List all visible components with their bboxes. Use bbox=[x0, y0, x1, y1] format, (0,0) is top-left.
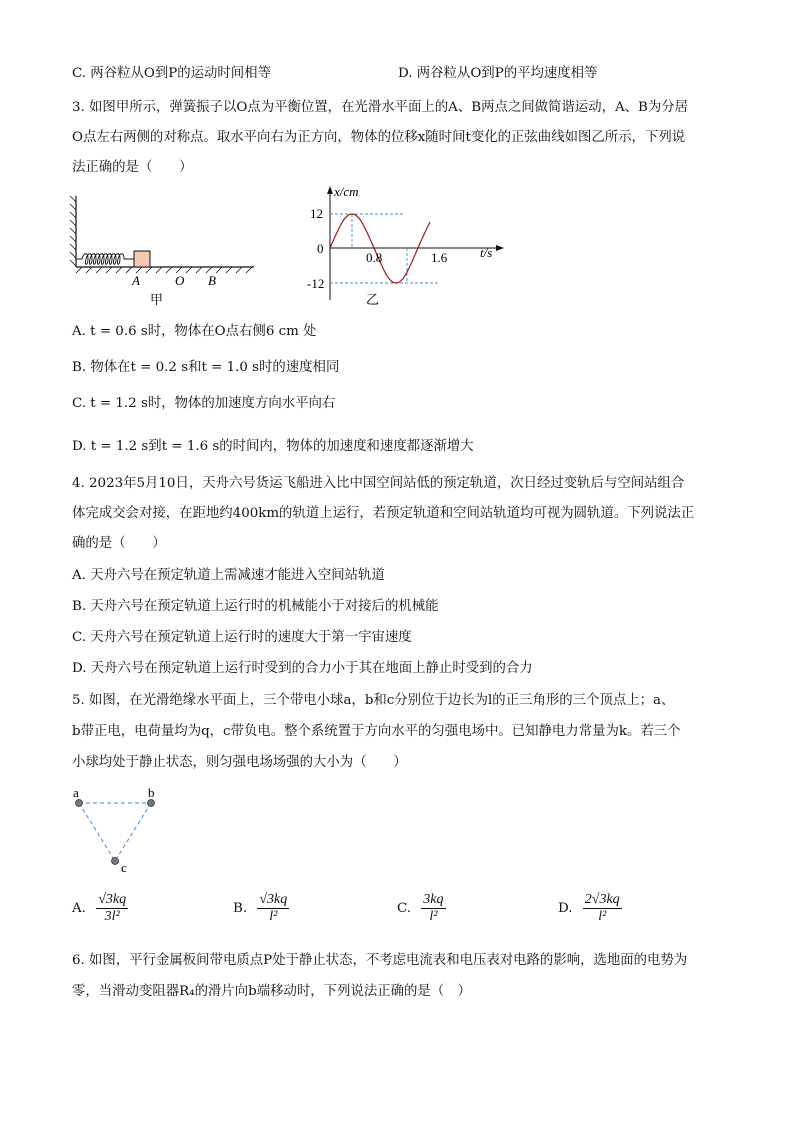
q4-option-b: B. 天舟六号在预定轨道上运行时的机械能小于对接后的机械能 bbox=[72, 599, 439, 614]
q5-stem-line1: 5. 如图，在光滑绝缘水平面上，三个带电小球a，b和c分别位于边长为l的正三角形的三个顶点上；a、 bbox=[72, 693, 675, 708]
q3-option-b: B. 物体在t = 0.2 s和t = 1.0 s时的速度相同 bbox=[72, 360, 340, 375]
tick-neg12: -12 bbox=[307, 276, 325, 291]
q4-stem-line1: 4. 2023年5月10日，天舟六号货运飞船进入比中国空间站低的预定轨道，次日经过变轨后与空间站组合 bbox=[72, 476, 685, 491]
label-charge-b: b bbox=[148, 786, 155, 800]
q3-option-a: A. t = 0.6 s时，物体在O点右侧6 cm 处 bbox=[72, 324, 317, 339]
tick-0-8: 0.8 bbox=[366, 250, 383, 265]
q4-option-a: A. 天舟六号在预定轨道上需减速才能进入空间站轨道 bbox=[72, 568, 385, 583]
figure-jia-spring-oscillator bbox=[68, 192, 268, 310]
spring bbox=[76, 254, 134, 265]
q4-stem-line3: 确的是（ ） bbox=[72, 536, 166, 551]
label-a: A bbox=[132, 273, 140, 288]
axis-label-x-cm: x/cm bbox=[334, 184, 359, 199]
option-a-fraction: $\frac{√3kq}{\text{3l²}}$ bbox=[98, 892, 127, 924]
tick-12: 12 bbox=[310, 206, 323, 221]
charge-b bbox=[148, 800, 155, 807]
option-b-fraction: $\frac{√3kq}{\text{l²}}$ bbox=[259, 892, 288, 924]
q4-option-c: C. 天舟六号在预定轨道上运行时的速度大于第一宇宙速度 bbox=[72, 630, 412, 645]
caption-yi: 乙 bbox=[366, 292, 380, 307]
option-d-fraction: $\frac{2√3kq}{\text{l²}}$ bbox=[584, 892, 620, 924]
q5-option-d bbox=[558, 892, 622, 925]
label-o: O bbox=[175, 273, 185, 288]
axis-label-t-s: t/s bbox=[480, 245, 493, 260]
option-c-fraction: $\frac{3kq}{\text{l²}}$ bbox=[423, 892, 444, 924]
q5-stem-line2: b带正电，电荷量均为q，c带负电。整个系统置于方向水平的匀强电场中。已知静电力常量为k。若三个 bbox=[72, 724, 681, 739]
q3-stem-line1: 3. 如图甲所示，弹簧振子以O点为平衡位置，在光滑水平面上的A、B两点之间做简谐运动，A、B为分居 bbox=[72, 100, 689, 115]
figure-triangle-charges bbox=[68, 786, 178, 878]
charge-c bbox=[112, 858, 119, 865]
option-b-label: B. bbox=[233, 901, 248, 916]
q3-stem-line2: O点左右两侧的对称点。取水平向右为正方向，物体的位移x随时间t变化的正弦曲线如图乙所示，下列说 bbox=[72, 130, 686, 145]
option-c-label: C. bbox=[397, 901, 412, 916]
q6-stem-line1: 6. 如图，平行金属板间带电质点P处于静止状态，不考虑电流表和电压表对电路的影响，选地面的电势为 bbox=[72, 953, 688, 968]
q3-option-d: D. t = 1.2 s到t = 1.6 s的时间内，物体的加速度和速度都逐渐增大 bbox=[72, 439, 474, 454]
q5-option-a bbox=[72, 892, 128, 925]
q4-stem-line2: 体完成交会对接，在距地约400km的轨道上运行，若预定轨道和空间站轨道均可视为圆轨道。下列说法正 bbox=[72, 506, 695, 521]
label-charge-c: c bbox=[121, 860, 127, 875]
q4-option-d: D. 天舟六号在预定轨道上运行时受到的合力小于其在地面上静止时受到的合力 bbox=[72, 661, 533, 676]
charge-a bbox=[76, 800, 83, 807]
q6-stem-line2: 零，当滑动变阻器R₄的滑片向b端移动时，下列说法正确的是（ ） bbox=[72, 984, 471, 999]
q5-option-b bbox=[233, 892, 289, 925]
q5-stem-line3: 小球均处于静止状态，则匀强电场场强的大小为（ ） bbox=[72, 755, 407, 770]
option-d-label: D. bbox=[558, 901, 573, 916]
q5-option-c bbox=[397, 892, 446, 925]
q2-option-c: C. 两谷粒从O到P的运动时间相等 bbox=[72, 66, 271, 81]
label-charge-a: a bbox=[73, 786, 79, 800]
label-b: B bbox=[208, 273, 216, 288]
block bbox=[134, 251, 150, 267]
tick-0: 0 bbox=[317, 241, 324, 256]
q3-stem-line3: 法正确的是（ ） bbox=[72, 160, 193, 175]
caption-jia: 甲 bbox=[150, 292, 164, 307]
q3-option-c: C. t = 1.2 s时，物体的加速度方向水平向右 bbox=[72, 396, 336, 411]
q2-option-d: D. 两谷粒从O到P的平均速度相等 bbox=[398, 66, 598, 81]
option-a-label: A. bbox=[72, 901, 86, 916]
tick-1-6: 1.6 bbox=[431, 250, 448, 265]
figure-yi-sine-curve bbox=[300, 182, 510, 312]
